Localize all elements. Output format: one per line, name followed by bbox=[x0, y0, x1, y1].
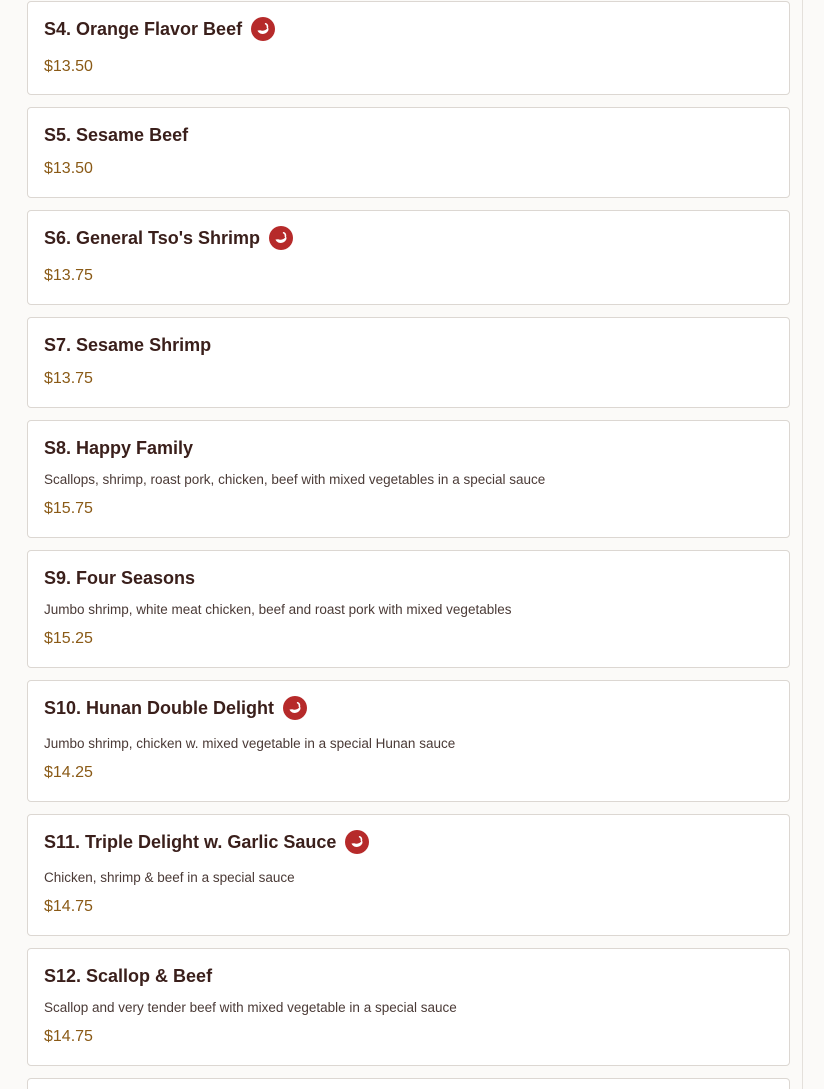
menu-item-title-row bbox=[44, 829, 369, 855]
menu-item-description: Scallops, shrimp, roast pork, chicken, beef with mixed vegetables in a special sauce bbox=[44, 472, 546, 487]
menu-item-card[interactable] bbox=[27, 420, 790, 538]
menu-item-card[interactable] bbox=[27, 1, 790, 95]
menu-item-card[interactable] bbox=[27, 680, 790, 802]
menu-item-name: S8. Happy Family bbox=[44, 437, 194, 458]
chili-pepper-icon bbox=[283, 696, 307, 720]
menu-item-title-row bbox=[44, 122, 188, 148]
menu-item-card[interactable] bbox=[27, 317, 790, 408]
menu-item-price: $14.75 bbox=[44, 1028, 93, 1045]
menu-item-name: S12. Scallop & Beef bbox=[44, 965, 213, 986]
scroll-divider bbox=[802, 0, 803, 1089]
menu-item-price: $14.25 bbox=[44, 764, 93, 781]
menu-item-price: $13.75 bbox=[44, 267, 93, 284]
chili-pepper-icon bbox=[345, 830, 369, 854]
menu-item-description: Jumbo shrimp, chicken w. mixed vegetable in a special Hunan sauce bbox=[44, 736, 456, 751]
menu-item-card-partial[interactable] bbox=[27, 1078, 790, 1089]
menu-item-title-row bbox=[44, 565, 195, 591]
menu-item-price: $15.25 bbox=[44, 630, 93, 647]
menu-item-title-row bbox=[44, 225, 293, 251]
menu-item-name: S11. Triple Delight w. Garlic Sauce bbox=[44, 831, 337, 852]
menu-item-title-row bbox=[44, 16, 275, 42]
menu-item-card[interactable] bbox=[27, 107, 790, 198]
menu-item-name: S6. General Tso's Shrimp bbox=[44, 227, 261, 248]
menu-item-title-row bbox=[44, 963, 212, 989]
menu-item-title-row bbox=[44, 435, 193, 461]
menu-item-description: Scallop and very tender beef with mixed vegetable in a special sauce bbox=[44, 1000, 457, 1015]
menu-item-card[interactable] bbox=[27, 948, 790, 1066]
menu-item-name: S4. Orange Flavor Beef bbox=[44, 18, 243, 39]
menu-item-price: $15.75 bbox=[44, 500, 93, 517]
chili-pepper-icon bbox=[251, 17, 275, 41]
menu-item-name: S7. Sesame Shrimp bbox=[44, 334, 212, 355]
menu-item-title-row bbox=[44, 332, 211, 358]
menu-item-price: $13.50 bbox=[44, 58, 93, 75]
menu-item-price: $13.75 bbox=[44, 370, 93, 387]
menu-item-description: Jumbo shrimp, white meat chicken, beef and roast pork with mixed vegetables bbox=[44, 602, 512, 617]
menu-item-price: $13.50 bbox=[44, 160, 93, 177]
menu-item-name: S10. Hunan Double Delight bbox=[44, 697, 275, 718]
menu-item-title-row bbox=[44, 695, 307, 721]
chili-pepper-icon bbox=[269, 226, 293, 250]
menu-item-name: S5. Sesame Beef bbox=[44, 124, 189, 145]
menu-item-card[interactable] bbox=[27, 210, 790, 305]
menu-item-card[interactable] bbox=[27, 550, 790, 668]
menu-item-card[interactable] bbox=[27, 814, 790, 936]
menu-item-price: $14.75 bbox=[44, 898, 93, 915]
menu-item-description: Chicken, shrimp & beef in a special sauce bbox=[44, 870, 295, 885]
menu-item-name: S9. Four Seasons bbox=[44, 567, 196, 588]
